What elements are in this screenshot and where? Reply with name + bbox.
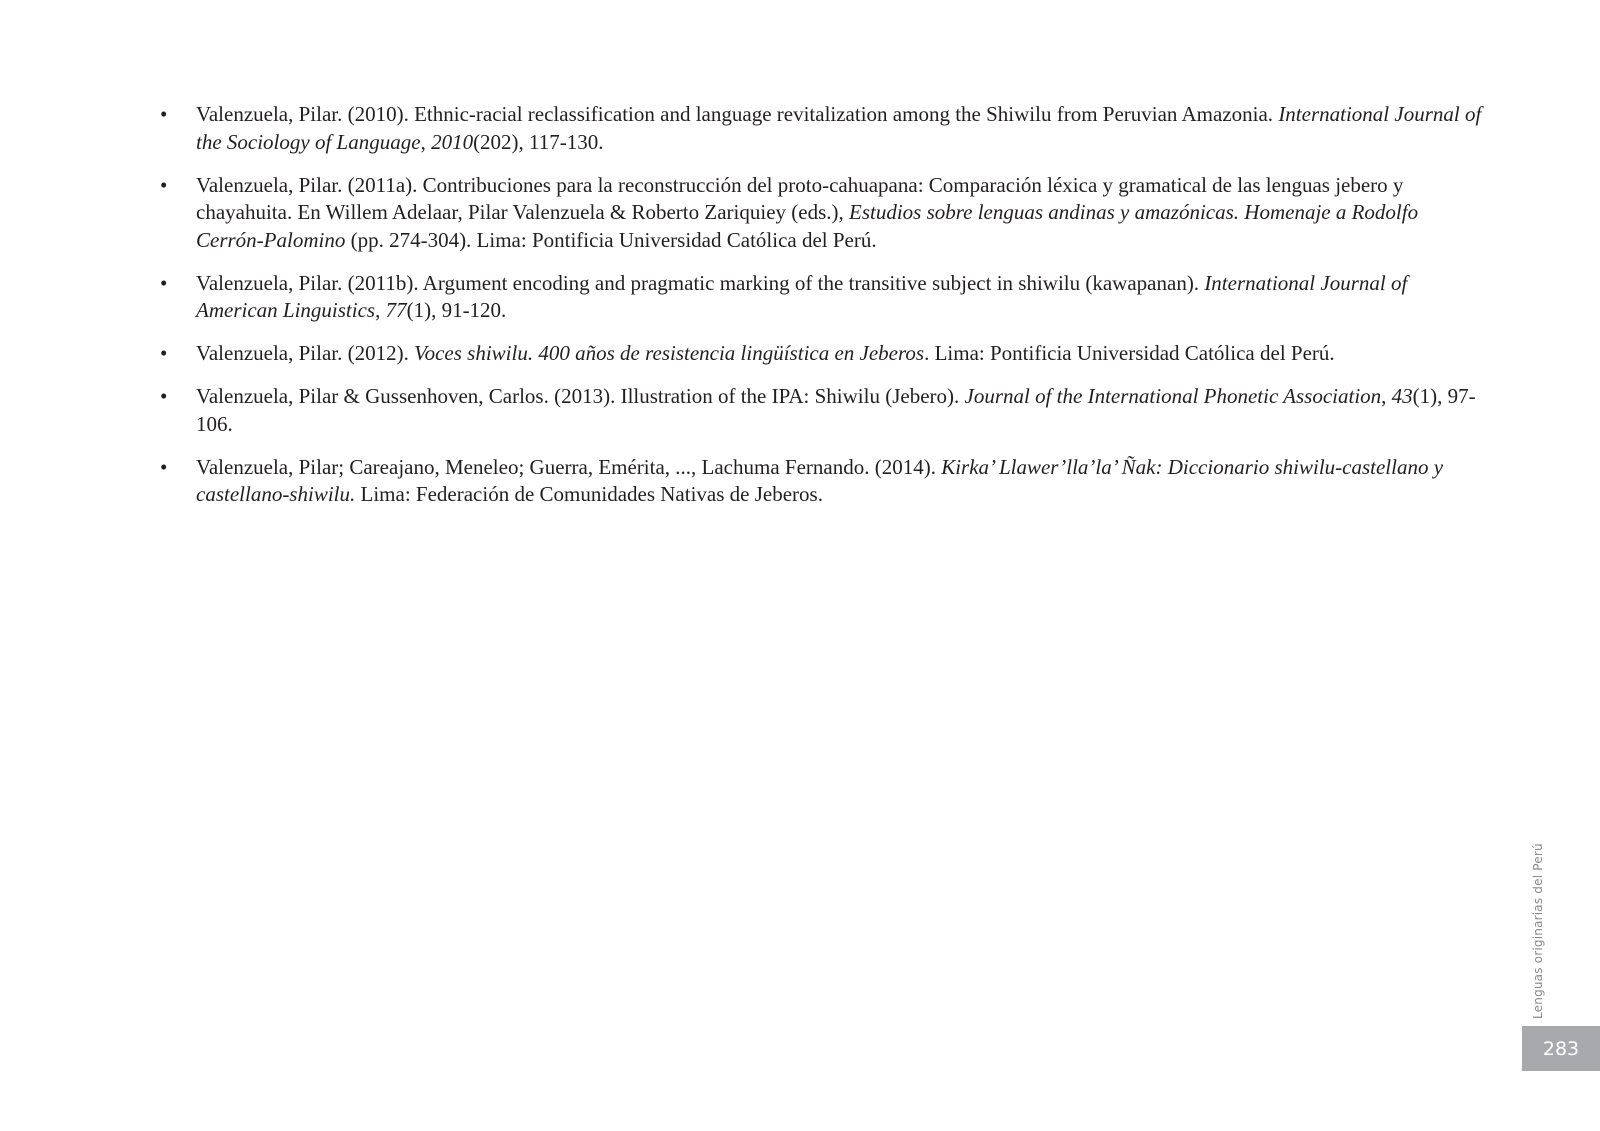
bullet-icon: •	[160, 172, 168, 197]
reference-text: Valenzuela, Pilar. (2011a). Contribuciones para la reconstrucción del proto-cahuapana: Comparación léxica y gramatical de las lenguas jebero y chayahuita. En Willem Adelaar, Pilar Valenzuela & Roberto Zariquiey (eds.),	[196, 172, 1404, 224]
reference-item	[160, 454, 1490, 509]
reference-text: (1), 97-106.	[196, 384, 1476, 436]
bullet-icon: •	[160, 341, 168, 365]
reference-title-text: International Journal of the Sociology of Language	[196, 102, 1482, 154]
reference-title-text: Journal of the International Phonetic Association	[964, 384, 1382, 408]
reference-text: (pp. 274-304). Lima: Pontificia Universidad Católica del Perú.	[345, 227, 877, 252]
reference-text: Valenzuela, Pilar & Gussenhoven, Carlos. (2013). Illustration of the IPA: Shiwilu (Jebero).	[196, 384, 965, 408]
reference-text: ,	[1381, 384, 1392, 408]
bullet-icon: •	[160, 270, 168, 295]
bullet-icon: •	[160, 384, 168, 408]
reference-title-text: Voces shiwilu. 400 años de resistencia lingüística en Jeberos	[414, 341, 925, 365]
running-footer-label: Lenguas originarias del Perú	[1531, 843, 1545, 1019]
page-number: 283	[1542, 1037, 1580, 1060]
reference-title-text: 43	[1391, 384, 1413, 408]
reference-text: Valenzuela, Pilar. (2011b). Argument encoding and pragmatic marking of the transitive subject in shiwilu (kawapanan).	[196, 270, 1205, 295]
reference-text: Lima: Federación de Comunidades Nativas de Jeberos.	[355, 482, 823, 506]
reference-text: ,	[375, 298, 386, 322]
reference-item	[160, 340, 1490, 368]
page-number-box	[1522, 1026, 1600, 1071]
reference-text: Valenzuela, Pilar; Careajano, Meneleo; Guerra, Emérita, ..., Lachuma Fernando. (2014).	[196, 454, 942, 479]
reference-text: Valenzuela, Pilar. (2010). Ethnic-racial reclassification and language revitalization among the Shiwilu from Peruvian Amazonia.	[196, 102, 1279, 126]
reference-title-text: 2010	[431, 129, 474, 154]
bullet-icon: •	[160, 102, 168, 126]
reference-text: (202), 117-130.	[473, 129, 604, 154]
reference-list	[160, 101, 1490, 524]
bullet-icon: •	[160, 454, 168, 479]
reference-item	[160, 270, 1490, 325]
reference-text: ,	[420, 129, 432, 154]
reference-title-text: International Journal of American Linguistics	[196, 270, 1408, 322]
reference-item	[160, 172, 1490, 255]
reference-item	[160, 101, 1490, 156]
reference-text: . Lima: Pontificia Universidad Católica del Perú.	[924, 341, 1335, 365]
reference-title-text: 77	[385, 298, 407, 322]
reference-text: (1), 91-120.	[406, 298, 507, 322]
reference-title-text: Kirka’ Llawer’lla’la’ Ñak: Diccionario shiwilu-castellano y castellano-shiwilu.	[196, 454, 1444, 506]
reference-item	[160, 383, 1490, 438]
reference-title-text: Estudios sobre lenguas andinas y amazónicas. Homenaje a Rodolfo Cerrón-Palomino	[196, 200, 1419, 252]
reference-text: Valenzuela, Pilar. (2012).	[196, 341, 415, 365]
